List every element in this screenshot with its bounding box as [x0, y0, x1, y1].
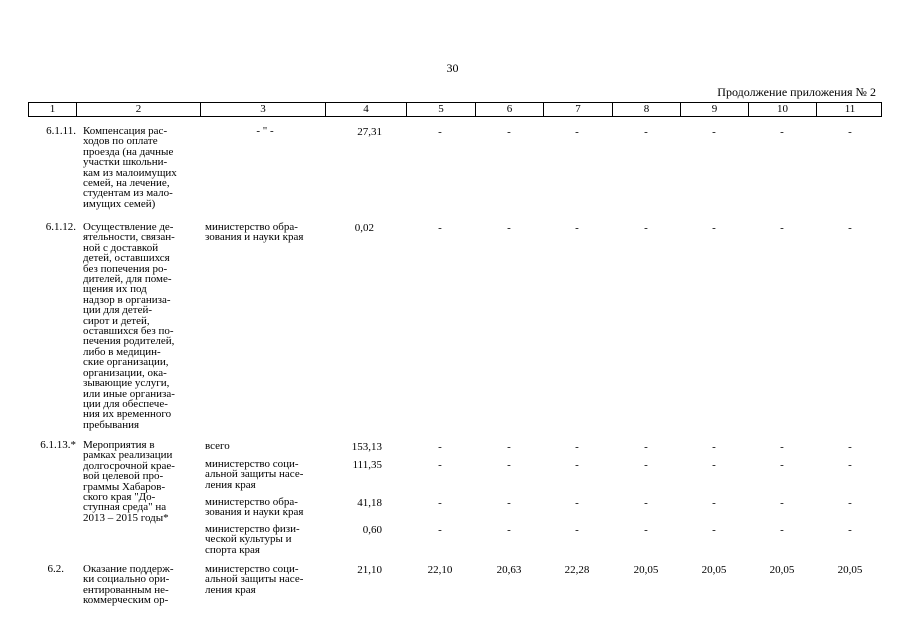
row-name: Оказание поддерж- ки социально ори- ентированным не- коммерческим ор- — [83, 563, 174, 607]
value-col-6: 20,63 — [496, 564, 522, 576]
row-executor: министерство физи- ческой культуры и спорта края — [205, 523, 300, 556]
value-col-4: 0,02 — [354, 222, 374, 234]
column-header-6: 6 — [476, 103, 544, 116]
value-col-5: - — [438, 497, 442, 509]
value-col-7: 22,28 — [564, 564, 590, 576]
value-col-7: - — [575, 441, 579, 453]
value-col-11: - — [848, 459, 852, 471]
value-col-9: - — [712, 441, 716, 453]
value-col-10: - — [780, 126, 784, 138]
value-col-11: - — [848, 222, 852, 234]
value-col-5: - — [438, 459, 442, 471]
row-name: Осуществление де- ятельности, связан- ной с доставкой детей, оставшихся без попечения ро- дителей, для поме- щения их под надзор в организа- ции для детей- сирот и детей, оставшихся без по- печения родителей, либо в медицин- ские организации, организации, ока- зывающие услуги, или иные организа- ции для обеспече- ния их временного пребывания — [83, 221, 175, 431]
appendix-continuation-label: Продолжение приложения № 2 — [717, 85, 876, 99]
value-col-8: - — [644, 524, 648, 536]
page-number: 30 — [446, 61, 459, 75]
value-col-11: - — [848, 524, 852, 536]
value-col-4: 153,13 — [351, 441, 382, 453]
column-header-10: 10 — [749, 103, 817, 116]
value-col-9: - — [712, 524, 716, 536]
row-code: 6.1.12. — [45, 221, 76, 233]
row-code: 6.1.11. — [46, 125, 76, 137]
value-col-6: - — [507, 497, 511, 509]
row-executor: министерство обра- зования и науки края — [205, 221, 304, 244]
row-executor: всего — [205, 440, 230, 452]
value-col-10: - — [780, 524, 784, 536]
column-number-header — [28, 102, 882, 117]
value-col-5: - — [438, 524, 442, 536]
value-col-8: - — [644, 497, 648, 509]
column-header-11: 11 — [844, 103, 856, 115]
value-col-5: 22,10 — [427, 564, 453, 576]
value-col-7: - — [575, 222, 579, 234]
row-name: Мероприятия в рамках реализации долгосрочной крае- вой целевой про- граммы Хабаров- ского края "До- ступная среда" на 2013 – 2015 годы* — [83, 439, 175, 524]
row-code: 6.2. — [47, 563, 64, 575]
column-header-2: 2 — [77, 103, 201, 116]
value-col-10: - — [780, 459, 784, 471]
row-name: Компенсация рас- ходов по оплате проезда (на дачные участки школьни- кам из малоимущих семей, на лечение, студентам из мало- имущих семей) — [83, 125, 177, 210]
value-col-8: - — [644, 126, 648, 138]
value-col-6: - — [507, 126, 511, 138]
row-executor: - " - — [256, 125, 274, 137]
value-col-11: - — [848, 441, 852, 453]
value-col-6: - — [507, 524, 511, 536]
value-col-8: - — [644, 459, 648, 471]
row-code: 6.1.13.* — [40, 439, 76, 451]
value-col-11: - — [848, 497, 852, 509]
value-col-11: 20,05 — [837, 564, 863, 576]
value-col-6: - — [507, 459, 511, 471]
value-col-5: - — [438, 441, 442, 453]
column-header-9: 9 — [681, 103, 749, 116]
value-col-9: - — [712, 497, 716, 509]
column-header-7: 7 — [544, 103, 613, 116]
row-executor: министерство соци- альной защиты насе- ления края — [205, 563, 304, 596]
value-col-4: 27,31 — [357, 126, 382, 138]
value-col-5: - — [438, 222, 442, 234]
value-col-8: - — [644, 222, 648, 234]
value-col-4: 0,60 — [362, 524, 382, 536]
value-col-7: - — [575, 524, 579, 536]
value-col-5: - — [438, 126, 442, 138]
value-col-10: - — [780, 497, 784, 509]
column-header-5: 5 — [407, 103, 476, 116]
value-col-8: 20,05 — [633, 564, 659, 576]
value-col-4: 111,35 — [352, 459, 382, 471]
column-header-8: 8 — [613, 103, 681, 116]
column-header-4: 4 — [326, 103, 407, 116]
value-col-10: 20,05 — [769, 564, 795, 576]
value-col-4: 21,10 — [357, 564, 382, 576]
row-executor: министерство обра- зования и науки края — [205, 496, 304, 519]
value-col-7: - — [575, 126, 579, 138]
value-col-9: - — [712, 126, 716, 138]
value-col-9: - — [712, 222, 716, 234]
value-col-9: - — [712, 459, 716, 471]
value-col-4: 41,18 — [357, 497, 382, 509]
value-col-6: - — [507, 441, 511, 453]
value-col-10: - — [780, 441, 784, 453]
row-executor: министерство соци- альной защиты насе- ления края — [205, 458, 304, 491]
column-header-3: 3 — [201, 103, 326, 116]
column-header-1: 1 — [29, 103, 77, 116]
value-col-7: - — [575, 497, 579, 509]
value-col-7: - — [575, 459, 579, 471]
value-col-10: - — [780, 222, 784, 234]
value-col-8: - — [644, 441, 648, 453]
value-col-11: - — [848, 126, 852, 138]
value-col-6: - — [507, 222, 511, 234]
value-col-9: 20,05 — [701, 564, 727, 576]
